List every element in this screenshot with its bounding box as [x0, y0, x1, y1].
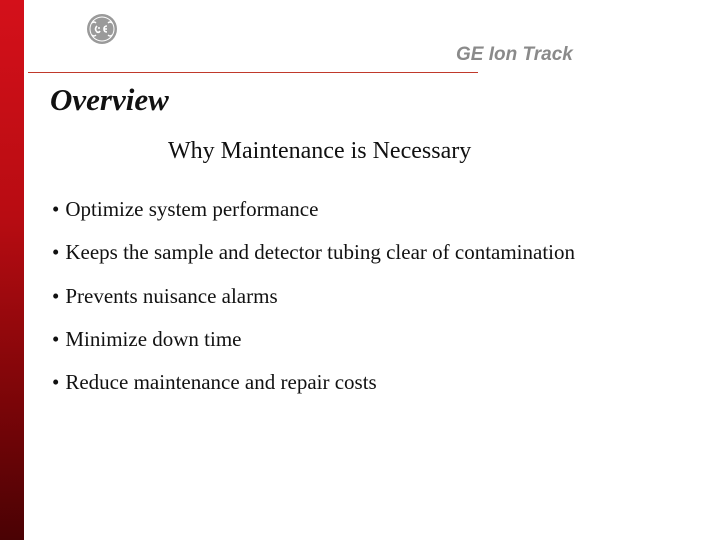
bullet-item	[52, 239, 575, 282]
bullet-text: Reduce maintenance and repair costs	[65, 370, 377, 395]
header-divider	[28, 72, 478, 73]
red-side-bar	[0, 0, 24, 540]
slide-title: Overview	[50, 82, 169, 117]
bullet-item	[52, 369, 575, 412]
bullet-dot-icon: •	[52, 283, 60, 308]
bullet-dot-icon: •	[52, 370, 60, 395]
bullet-item	[52, 196, 575, 239]
bullet-text: Optimize system performance	[65, 197, 319, 221]
bullet-dot-icon: •	[52, 197, 60, 221]
bullet-list	[52, 196, 575, 412]
bullet-dot-icon: •	[52, 240, 60, 265]
bullet-text: Prevents nuisance alarms	[65, 283, 278, 308]
bullet-text: Keeps the sample and detector tubing clear of contamination	[65, 240, 576, 265]
bullet-dot-icon: •	[52, 326, 60, 351]
ge-logo-icon	[86, 13, 118, 45]
bullet-text: Minimize down time	[65, 326, 242, 351]
bullet-item	[52, 326, 575, 369]
bullet-item	[52, 283, 575, 326]
slide-subtitle: Why Maintenance is Necessary	[168, 138, 472, 164]
brand-name: GE Ion Track	[456, 44, 573, 65]
